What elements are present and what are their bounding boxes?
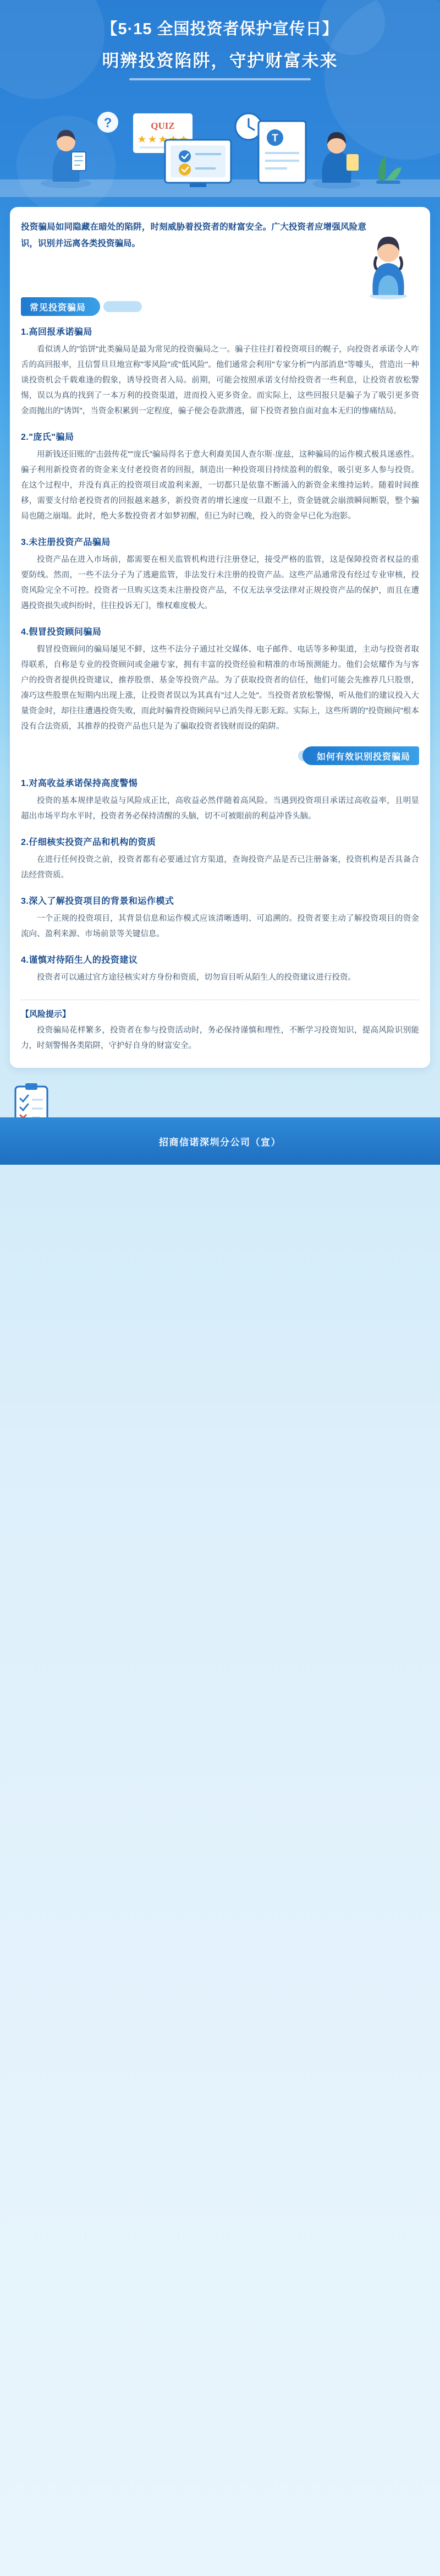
footer-bar [0,1117,440,1165]
header [0,0,440,80]
hero-illustration [0,87,440,197]
risk-tip-body: 投资骗局花样繁多，投资者在参与投资活动时，务必保持谨慎和理性，不断学习投资知识，提高风险识别能力，时刻警惕各类陷阱，守护好自身的财富安全。 [21,1026,419,1050]
identify-title-2: 2.仔细核实投资产品和机构的资质 [21,838,156,847]
scam-body-1: 看似诱人的"馅饼"此类骗局是最为常见的投资骗局之一。骗子往往打着投资项目的幌子，向投资者承诺令人咋舌的高回报率，且信誓旦旦地宣称"零风险"或"低风险"。他们通常会利用"专家分析""内部消息"等噱头，营造出一种谈投资机会千载难逢的假象，诱导投资者入局。前期，可能会按照承诺支付给投资者一些利息，让投资者放松警惕，误以为真的找到了一本万利的投资渠道，进而投入更多资金。而实际上，这些回报只是骗子为了吸引更多资金而抛出的"诱饵"，当资金积累到一定程度，骗子便会卷款潜逃，留下投资者独自面对血本无归的惨痛结局。 [21,345,419,416]
risk-tip-title: 【风险提示】 [21,1009,71,1019]
identify-title-3: 3.深入了解投资项目的背景和运作模式 [21,897,174,906]
title-underline [129,78,311,80]
document-icon [258,121,306,183]
content-card [10,207,430,1068]
monitor-icon [165,140,231,187]
page-title-line2: 明辨投资陷阱，守护财富未来 [102,51,338,70]
section-banner-identify [21,746,419,765]
scam-title-3: 3.未注册投资产品骗局 [21,538,111,547]
identify-body-2: 在进行任何投资之前，投资者都有必要通过官方渠道，查询投资产品是否已注册备案，投资机构是否具备合法经营资质。 [21,855,419,880]
banner-tail [103,301,142,312]
scam-body-4: 假冒投资顾问的骗局屡见不鲜，这些不法分子通过社交媒体、电子邮件、电话等多种渠道，主动与投资者取得联系，自称是专业的投资顾问或金融专家，拥有丰富的投资经验和精准的市场预测能力。他们会炫耀作为与客户的投资者提供投资建议，推荐股票、基金等投资产品。为了获取投资者的信任，他们可能会先推荐几只股票，凑巧这些股票在短期内出现上涨，让投资者误以为其真有"过人之处"。当投资者放松警惕，听从他们的建议投入大量资金时，却往往遭遇投资失败，而此时骗背投资顾问早已消失得无影无踪。实际上，这些所谓的"投资顾问"根本没有合法资质，其推荐的投资产品也只是为了骗取投资者钱财而设的陷阱。 [21,645,419,731]
scam-body-3: 投资产品在进入市场前，都需要在相关监管机构进行注册登记，接受严格的监管，这是保障投资者权益的重要防线。然而，一些不法分子为了逃避监管，非法发行未注册的投资产品。这些产品通常没有经过专业审核，投资风险完全不可控。投资者一旦购买这类未注册投资产品，不仅无法享受法律对正规投资产品的保护，而且在遭遇投资损失或纠纷时，往往投诉无门，维权难度极大。 [21,555,419,610]
banner-label: 如何有效识别投资骗局 [316,752,410,762]
footer [0,1082,440,1165]
scam-title-1: 1.高回报承诺骗局 [21,328,92,337]
identify-body-3: 一个正规的投资项目，其背景信息和运作模式应该清晰透明、可追溯的。投资者要主动了解投资项目的资金流向、盈利来源、市场前景等关键信息。 [21,914,419,938]
svg-text:QUIZ: QUIZ [151,121,175,131]
identify-body-1: 投资的基本规律是收益与风险成正比，高收益必然伴随着高风险。当遇到投资项目承诺过高收益率，且明显超出市场平均水平时，投资者务必保持清醒的头脑，切不可被眼前的利益冲昏头脑。 [21,796,419,821]
identify-title-1: 1.对高收益承诺保持高度警惕 [21,779,138,788]
person-illustration-icon [363,228,414,299]
svg-text:T: T [272,133,278,144]
scam-title-2: 2."庞氏"骗局 [21,433,74,442]
section-banner-common-scams [21,297,419,316]
page-title-line1: 【5·15 全国投资者保护宣传日】 [101,20,339,38]
banner-label: 常见投资骗局 [30,303,86,313]
risk-tip [21,1000,419,1054]
identify-title-4: 4.谨慎对待陌生人的投资建议 [21,956,138,965]
identify-body-4: 投资者可以通过官方途径核实对方身份和资质，切勿盲目听从陌生人的投资建议进行投资。 [37,973,356,982]
svg-text:?: ? [103,116,112,130]
footer-text: 招商信诺深圳分公司（宣） [159,1137,281,1148]
intro-paragraph: 投资骗局如同隐藏在暗处的陷阱，时刻威胁着投资者的财富安全。广大投资者应增强风险意识，识别并远离各类投资骗局。 [21,222,366,248]
scam-body-2: 用新钱还旧账的"击鼓传花""庞氏"骗局得名于意大利裔美国人查尔斯·庞兹，这种骗局的运作模式极具迷惑性。骗子利用新投资者的资金来支付老投资者的回报，制造出一种投资项目持续盈利的假象，吸引更多人参与投资。在这个过程中，并没有真正的投资项目或盈利来源，一切都只是依靠不断涌入的新资金来维持运转。随着时间推移，需要支付给老投资者的回报越来越多，新投资者的增长速度一旦跟不上，资金链就会崩溃瞬间断裂，整个骗局也随之崩塌。此时，绝大多数投资者才如梦初醒，但已为时已晚，投入的资金早已化为泡影。 [21,450,419,521]
question-mark-icon [97,112,118,133]
scam-title-4: 4.假冒投资顾问骗局 [21,627,102,637]
